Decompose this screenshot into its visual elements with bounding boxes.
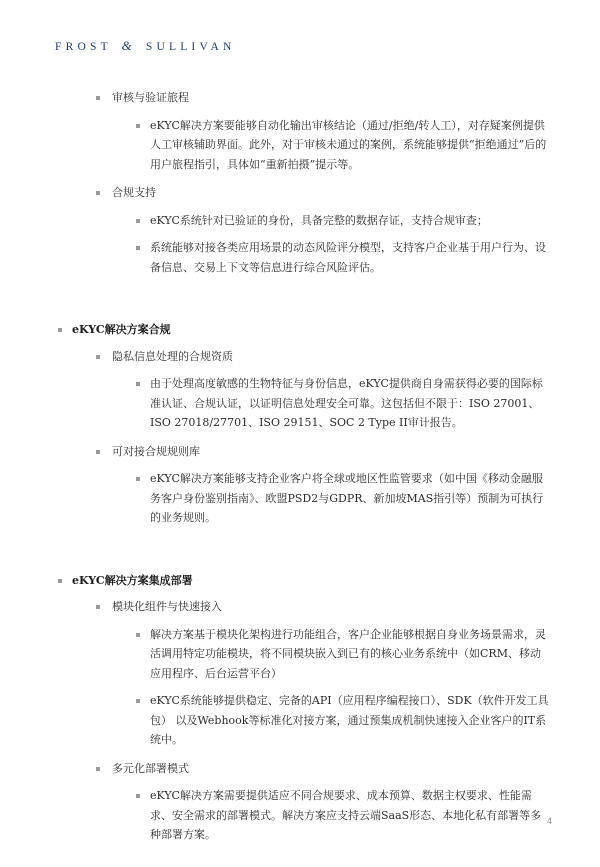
bullet-icon xyxy=(96,191,100,195)
bullet-icon xyxy=(58,579,62,583)
brand-header xyxy=(55,38,236,54)
brand-ampersand: & xyxy=(121,38,132,53)
ekyc-compliance-heading xyxy=(72,320,600,340)
deploy-heading xyxy=(112,759,600,779)
compliance-support-item-1 xyxy=(150,211,550,231)
bullet-icon xyxy=(96,96,100,100)
brand-right: SULLIVAN xyxy=(145,41,236,53)
ekyc-integration-heading xyxy=(72,571,600,591)
rules-heading xyxy=(112,442,600,462)
compliance-support-text-2: 系统能够对接各类应用场景的动态风险评分模型，支持客户企业基于用户行为、设备信息、交易上下文等信息进行综合风险评估。 xyxy=(150,241,546,274)
bullet-icon xyxy=(96,450,100,454)
bullet-icon xyxy=(136,477,140,481)
ekyc-integration-title: eKYC解决方案集成部署 xyxy=(72,573,193,587)
privacy-heading xyxy=(112,347,600,367)
review-journey-title: 审核与验证旅程 xyxy=(112,91,189,104)
modular-text-2: eKYC系统能够提供稳定、完备的API（应用程序编程接口）、SDK（软件开发工具包） 以及Webhook等标准化对接方案，通过预集成机制快速接入企业客户的IT系统中。 xyxy=(150,694,549,746)
compliance-support-text-1: eKYC系统针对已验证的身份，具备完整的数据存证，支持合规审查； xyxy=(150,213,488,227)
bullet-icon xyxy=(58,328,62,332)
rules-text: eKYC解决方案能够支持企业客户将全球或地区性监管要求（如中国《移动金融服务客户身份鉴别指南》、欧盟PSD2与GDPR、新加坡MAS指引等）预制为可执行的业务规则。 xyxy=(150,472,544,524)
brand-left: FROST xyxy=(55,41,112,53)
page-content xyxy=(0,88,600,845)
privacy-text: 由于处理高度敏感的生物特征与身份信息，eKYC提供商自身需获得必要的国际标准认证、合规认证，以证明信息处理安全可靠。这包括但不限于：ISO 27001、ISO 27018/27701、ISO 29151、SOC 2 Type II审计报告。 xyxy=(150,377,543,429)
modular-item-1 xyxy=(150,625,550,684)
deploy-item xyxy=(150,786,550,845)
bullet-icon xyxy=(136,699,140,703)
bullet-icon xyxy=(96,767,100,771)
compliance-support-title: 合规支持 xyxy=(112,186,156,199)
ekyc-compliance-title: eKYC解决方案合规 xyxy=(72,323,171,336)
bullet-icon xyxy=(136,219,140,223)
rules-item xyxy=(150,469,550,528)
compliance-support-item-2 xyxy=(150,238,550,277)
bullet-icon xyxy=(96,605,100,609)
modular-title: 模块化组件与快速接入 xyxy=(112,600,222,613)
bullet-icon xyxy=(136,246,140,250)
privacy-item xyxy=(150,374,550,433)
privacy-title: 隐私信息处理的合规资质 xyxy=(112,349,233,363)
bullet-icon xyxy=(136,794,140,798)
modular-text-1: 解决方案基于模块化架构进行功能组合，客户企业能够根据自身业务场景需求，灵活调用特定功能模块，将不同模块嵌入到已有的核心业务系统中（如CRM、移动应用程序、后台运营平台） xyxy=(150,627,546,680)
review-journey-item xyxy=(150,116,550,175)
review-journey-heading xyxy=(112,88,600,108)
modular-heading xyxy=(112,597,600,617)
page-number: 4 xyxy=(546,816,552,826)
bullet-icon xyxy=(136,633,140,637)
rules-title: 可对接合规规则库 xyxy=(112,444,200,458)
bullet-icon xyxy=(136,124,140,128)
compliance-support-heading xyxy=(112,183,600,203)
deploy-title: 多元化部署模式 xyxy=(112,761,189,775)
modular-item-2 xyxy=(150,691,550,750)
deploy-text: eKYC解决方案需要提供适应不同合规要求、成本预算、数据主权要求、性能需求、安全需求的部署模式。解决方案应支持云端SaaS形态、本地化私有部署等多种部署方案。 xyxy=(150,789,542,841)
bullet-icon xyxy=(96,355,100,359)
bullet-icon xyxy=(136,382,140,386)
review-journey-text: eKYC解决方案要能够自动化输出审核结论（通过/拒绝/转人工），对存疑案例提供人工审核辅助界面。此外，对于审核未通过的案例，系统能够提供“拒绝通过”后的用户旅程指引，具体如“重新拍摄”提示等。 xyxy=(150,118,547,171)
